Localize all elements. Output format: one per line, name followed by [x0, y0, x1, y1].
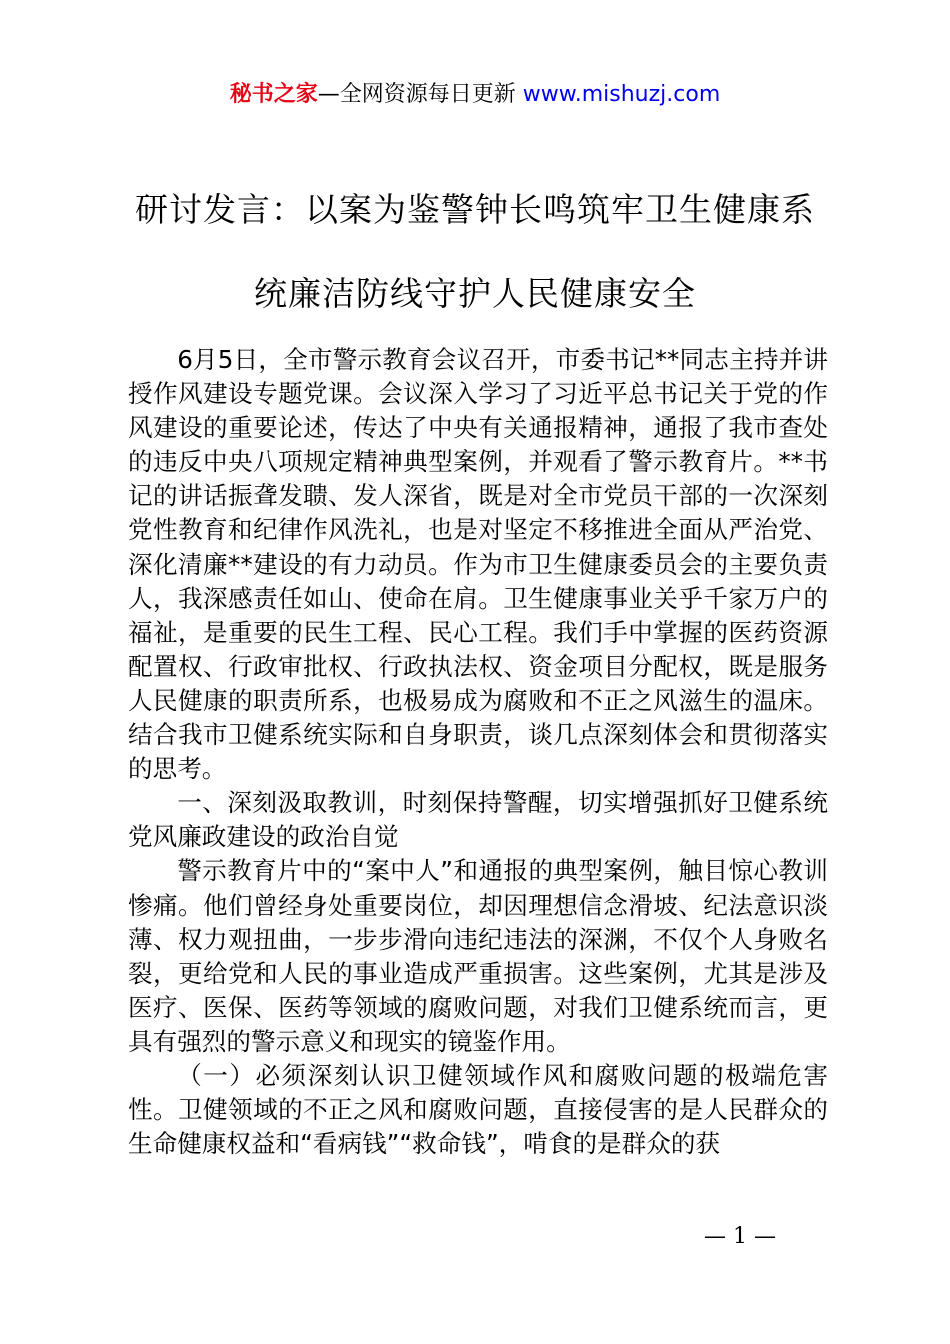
- site-banner: [0, 80, 950, 110]
- section-heading-1: 一、深刻汲取教训，时刻保持警醒，切实增强抓好卫健系统党风廉政建设的政治自觉: [128, 788, 828, 852]
- banner-brand: 秘书之家: [229, 82, 318, 107]
- banner-tagline: —全网资源每日更新: [317, 82, 523, 107]
- banner-site-url: www.mishuzj.com: [522, 82, 721, 107]
- paragraph-intro: 6月5日，全市警示教育会议召开，市委书记**同志主持并讲授作风建设专题党课。会议深入学习了习近平总书记关于党的作风建设的重要论述，传达了中央有关通报精神，通报了我市查处的违反中央八项规定精神典型案例，并观看了警示教育片。**书记的讲话振聋发聩、发人深省，既是对全市党员干部的一次深刻党性教育和纪律作风洗礼，也是对坚定不移推进全面从严治党、深化清廉**建设的有力动员。作为市卫生健康委员会的主要负责人，我深感责任如山、使命在肩。卫生健康事业关乎千家万户的福祉，是重要的民生工程、民心工程。我们手中掌握的医药资源配置权、行政审批权、行政执法权、资金项目分配权，既是服务人民健康的职责所系，也极易成为腐败和不正之风滋生的温床。结合我市卫健系统实际和自身职责，谈几点深刻体会和贯彻落实的思考。: [128, 345, 828, 784]
- paragraph-subsection-1: （一）必须深刻认识卫健领域作风和腐败问题的极端危害性。卫健领域的不正之风和腐败问题，直接侵害的是人民群众的生命健康权益和“看病钱”“救命钱”，啃食的是群众的获: [128, 1060, 828, 1159]
- paragraph-lessons: 警示教育片中的“案中人”和通报的典型案例，触目惊心教训惨痛。他们曾经身处重要岗位，却因理想信念滑坡、纪法意识淡薄、权力观扭曲，一步步滑向违纪违法的深渊，不仅个人身败名裂，更给党和人民的事业造成严重损害。这些案例，尤其是涉及医疗、医保、医药等领域的腐败问题，对我们卫健系统而言，更具有强烈的警示意义和现实的镜鉴作用。: [128, 856, 828, 1056]
- document-body: [128, 343, 828, 1161]
- page-number: — 1 —: [704, 1224, 776, 1249]
- document-title: [110, 168, 840, 336]
- title-line-2: 统廉洁防线守护人民健康安全: [254, 274, 696, 313]
- title-line-1: 研讨发言：以案为鉴警钟长鸣筑牢卫生健康系: [135, 190, 815, 229]
